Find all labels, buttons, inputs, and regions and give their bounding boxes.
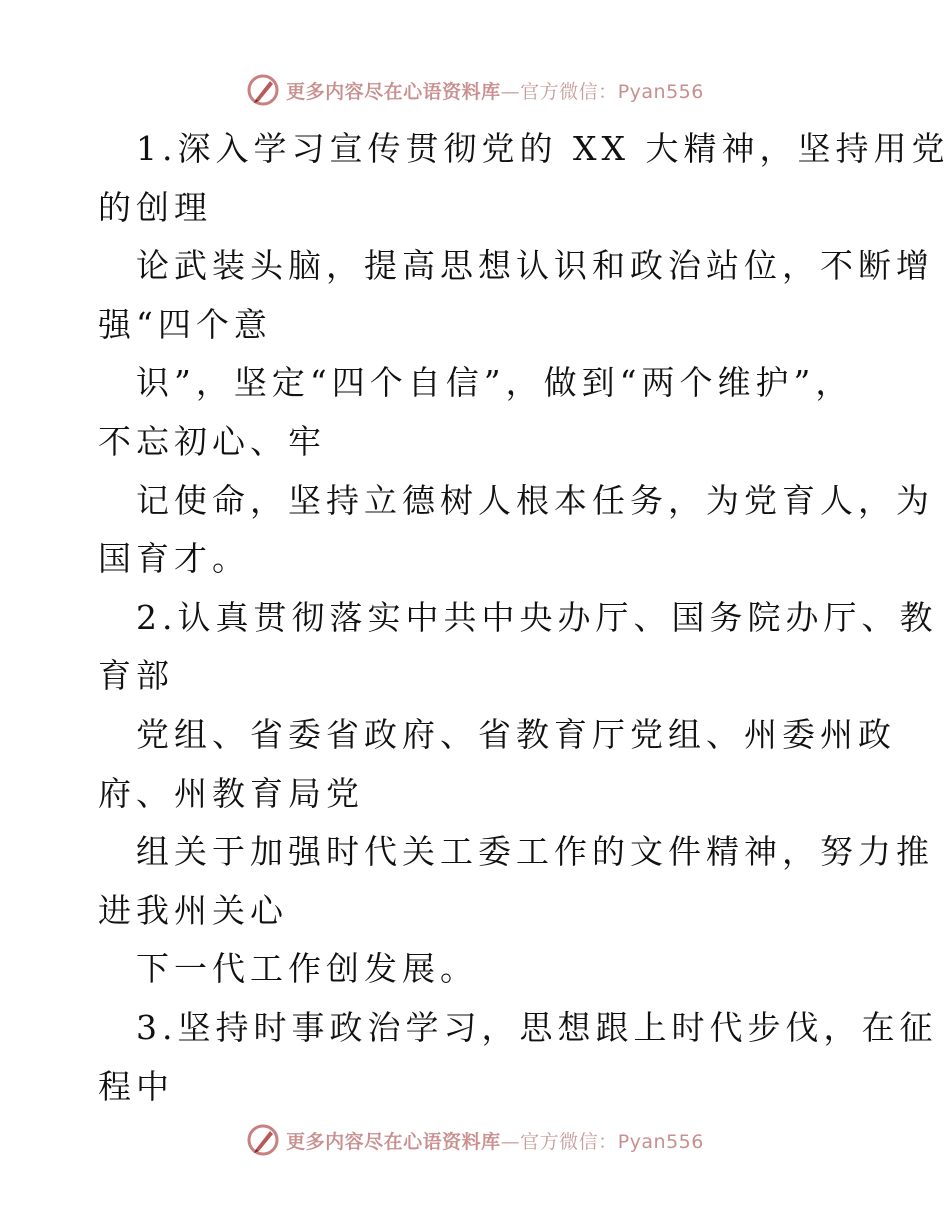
text-line: 进我州关心 [98, 890, 288, 930]
footer-watermark [0, 1120, 950, 1160]
text-line: 3.坚持时事政治学习，思想跟上时代步伐，在征 [136, 1007, 938, 1047]
text-line: 程中 [98, 1066, 174, 1106]
text-line: 下一代工作创发展。 [136, 949, 478, 989]
watermark-separator: — [500, 80, 521, 103]
text-line: 强“四个意 [98, 304, 272, 344]
text-line: 府、州教育局党 [98, 773, 364, 813]
text-line: 识”，坚定“四个自信”，做到“两个维护”， [136, 363, 854, 403]
watermark-text [286, 1127, 704, 1154]
text-line: 育部 [98, 656, 174, 696]
watermark-label: 官方微信： [520, 1130, 618, 1153]
watermark-text [286, 77, 704, 104]
header-watermark [0, 70, 950, 110]
watermark-main: 更多内容尽在心语资料库 [286, 80, 501, 103]
text-line: 记使命，坚持立德树人根本任务，为党育人，为 [136, 480, 934, 520]
text-line: 论武装头脑，提高思想认识和政治站位，不断增 [136, 246, 934, 286]
watermark-label: 官方微信： [520, 80, 618, 103]
watermark-separator: — [500, 1130, 521, 1153]
text-line: 2.认真贯彻落实中共中央办厅、国务院办厅、教 [136, 597, 938, 637]
text-line: 1.深入学习宣传贯彻党的 XX 大精神，坚持用党 [136, 129, 950, 168]
document-body [98, 120, 950, 1116]
watermark-id: Pyan556 [617, 80, 704, 103]
pen-logo-icon [246, 73, 280, 107]
text-line: 国育才。 [98, 539, 250, 579]
pen-logo-icon [246, 1123, 280, 1157]
text-line: 组关于加强时代关工委工作的文件精神，努力推 [136, 832, 934, 872]
text-line: 不忘初心、牢 [98, 421, 326, 461]
watermark-id: Pyan556 [617, 1130, 704, 1153]
text-line: 党组、省委省政府、省教育厅党组、州委州政 [136, 714, 896, 754]
watermark-main: 更多内容尽在心语资料库 [286, 1130, 501, 1153]
text-line: 的创理 [98, 187, 212, 227]
